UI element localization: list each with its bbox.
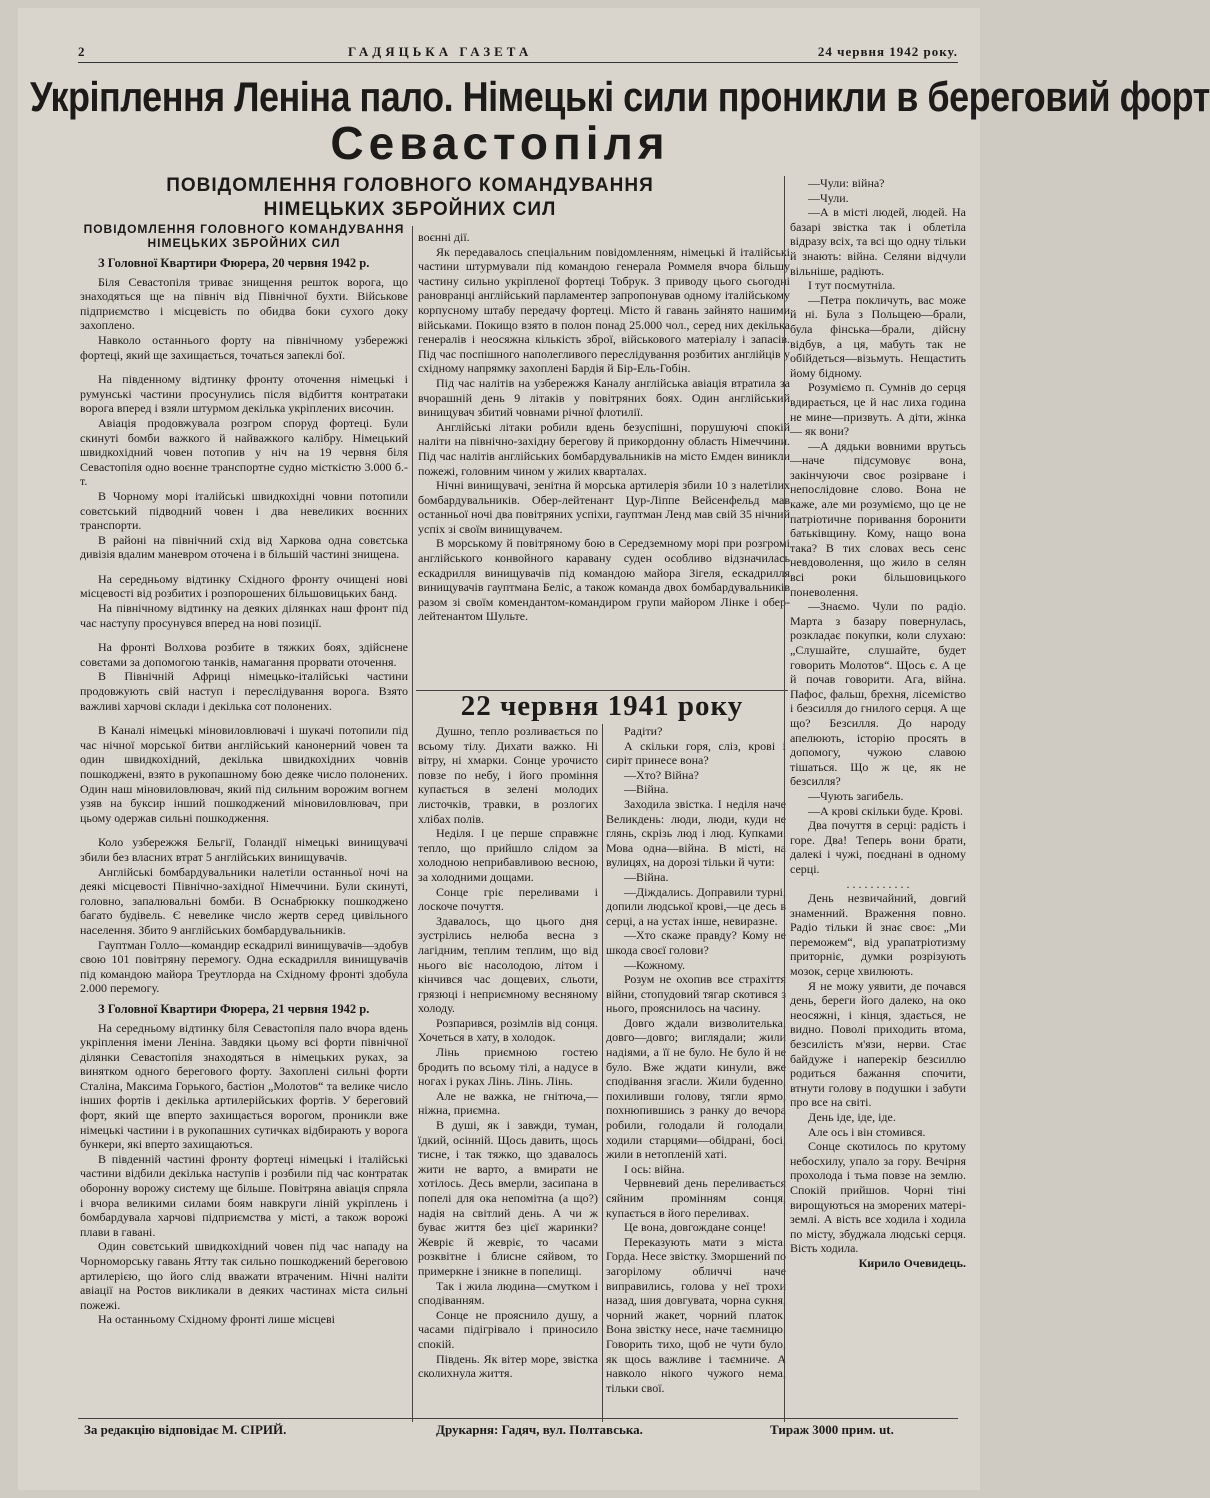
paragraph: Розпарився, розімлів від сонця. Хочеться в хату, в холодок. (418, 1015, 598, 1045)
paragraph: —Діждались. Доправили турні, допили людської крові,—це десь в серці, а на устах інше, невиразне. (606, 884, 786, 928)
paragraph: Я не можу уявити, де почався день, береги його далеко, на око неосяжні, і кінця, здається, не видно. Поволі приходить втома, безсилість м'язи, нерви. Стає байдуже і наперекір безсиллю родиться бажання спочити, втнути голову в подушки і забути про все на світі. (790, 978, 966, 1110)
paragraph: В Каналі німецькі міновиловлювачі і шукачі потопили під час нічної морської битви англійський канонерний човен та один швидкохідний, декілька швидкохідних човнів пошкоджені, взято в рукопашному бою деяке число полонених. Один наш міновиловлювач, який під сильним ворожим вогнем узяв на буксир інший пошкоджений міновиловлювач, при цьому одержав сильні пошкодження. (80, 723, 408, 825)
paragraph: В Чорному морі італійські швидкохідні човни потопили совєтський підводний човен і два невеликих воєнних транспорти. (80, 488, 408, 533)
column-2 (418, 230, 790, 690)
column-5 (790, 176, 966, 1424)
paragraph: Англійські літаки робили вдень безуспішні, порушуючі спокій наліти на північно-західну берегову й прикордонну область Німеччини. Під час налітів англійських бомбардувальників на місто Емден виникли пожежі, головним чином у жилих кварталах. (418, 419, 790, 478)
paragraph: В Північній Африці німецько-італійські частини продовжують свій наступ і переслідування ворога. Взято важливі харчові склади і декілька сот полонених. (80, 669, 408, 713)
paragraph: Це вона, довгождане сонце! (624, 1220, 767, 1235)
paragraph: Сонце скотилось по крутому небосхилу, упало за гору. Вечірня прохолода і тьма повзе на землю. Спокій прийшов. Чорні тіні вирощуються на зморених матері-землі. А вість все ходила і ходила по місту, збуджала людські серця. Вість ходила. (790, 1139, 966, 1256)
paragraph: Заходила звістка. І неділя наче Великдень: люди, люди, куди не глянь, скрізь люд і люд. Купками. Мова одна—війна. В місті, на вулицях, на дорозі тільки й чути: (606, 796, 786, 870)
paragraph: воєнні дії. (418, 230, 470, 244)
signature: Кирило Очевидець. (858, 1255, 966, 1270)
paragraph: І тут посмутніла. (808, 278, 896, 293)
paragraph: Гауптман Голло—командир ескадрилі винищувачів—здобув свою 101 повітряну перемогу. Одна ескадрилля винищувачів під командою майора Треутлорда на Східному фронті здобула 2.000 перемогу. (80, 937, 408, 996)
paragraph: Сонце не прояснило душу, а часами підігрівало і приносило спокій. (418, 1307, 598, 1351)
paragraph: На фронті Волхова розбите в тяжких боях, здійснене совєтами за допомогою танків, намагання прорвати оточення. (80, 640, 408, 669)
paragraph: —А дядьки вовними врутьсь—наче підсумовує вона, закінчуючи своє розірване і непослідовне слово. Вона не каже, але ми розуміємо, що це не патріотичне поривання боронити батьківщину. Кому, нащо вона така? В тих словах весь сенс невдоволення, що жило в селян всі роки більшовицького поневолення. (790, 438, 966, 599)
paragraph: Але не важка, не гнітюча,—ніжна, приємна. (418, 1088, 598, 1118)
paragraph: Душно, тепло розливається по всьому тілу. Дихати важко. Ні вітру, ні хмарки. Сонце урочисто повзе по небу, і його проміння купається в зелені молодих листочків, травки, в розлогих хлібах полів. (418, 724, 598, 826)
masthead-rule (78, 62, 958, 63)
editor-line: За редакцію відповідає М. СІРИЙ. (84, 1422, 287, 1437)
paragraph: На південному відтинку фронту оточення німецькі і румунські частини просунулись після відбиття контратаки ворога вперед і взяли штурмом декілька укріплених височин. (80, 372, 408, 416)
paragraph: —Хто? Війна? (624, 767, 699, 782)
column-1 (80, 222, 408, 1424)
paragraph: День іде, іде, іде. (808, 1110, 896, 1124)
column-divider (602, 724, 603, 1422)
paragraph: В морському й повітряному бою в Середземному морі при розгромі англійського конвойного каравану суден особливо відзначилась ескадрилля винищувачів під командою майора Зігеля, ескадрилля винищувачів гауптмана Беліс, а також команда двох бомбардувальників разом зі своїм комендантом-командиром групи майором Лінке і обер-лейтенантом Шульте. (418, 536, 790, 624)
paragraph: В душі, як і завжди, туман, їдкий, осінній. Щось давить, щось тисне, і так тяжко, що здавалось жити не варто, а вмирати не хотілось. Десь вмерли, засипана в попелі для ока непомітна (а що?) надія на світлий день. А чи ж буває життя без цієї жаринки? Жевріє й жевріє, то часами розквітне і блисне сяйвом, то примеркне і зникне в попелищі. (418, 1118, 598, 1278)
paragraph: В районі на північний схід від Харкова одна совєтська дивізія вдалим маневром оточена і в більшій частині знищена. (80, 532, 408, 562)
paragraph: В південній частині фронту фортеці німецькі і італійські частини відбили декілька наступів і розбили під час контратак оборонну ворожу систему ще більше. Повітряна авіація спряла і вчора великими силами боям навкруги ліній укріплень і бомбардувала харчові підприємства у місті, а також ворожі плави в гавані. (80, 1151, 408, 1239)
paragraph: Лінь приємною гостею бродить по всьому тілі, а надусе в ногах і руках Лінь. Лінь. Лінь. (418, 1045, 598, 1089)
paragraph: —Знаємо. Чули по радіо. Марта з базару повернулась, розкладає покупки, коли слухаю: „Слушайте, слушайте, будет говорить Молотов“. Щось є. А це й почав говорити. Ага, війна. Пафос, фальш, брехня, лісеміство і безсилля до гнилого серця. А ще що? Безсилля. До народу апелюють, історію просять в допомогу, чужою славою тішаться. Що ж це, як не безсилля? (790, 599, 966, 789)
paragraph: —Війна. (624, 782, 669, 797)
paragraph: Англійські бомбардувальники налетіли останньої ночі на деякі місцевості Північно-західної Німеччини. Були скинуті, головно, запалювальні бомби. В Оснабрюкку пошкоджено багато будівель. Є невелике число жертв серед цивільного населення. Збито 9 англійських бомбардувальників. (80, 864, 408, 937)
paragraph: —А в місті людей, людей. На базарі звістка так і облетіла відразу всіх, та всі що одну тільки й знають: війна. Селяни відчули вільніше, радіють. (790, 205, 966, 278)
dateline-2: З Головної Квартири Фюрера, 21 червня 1942 р. (98, 1001, 370, 1016)
paragraph: Нічні винищувачі, зенітна й морська артилерія збили 10 з налетілих бомбардувальників. Обер-лейтенант Цур-Ліппе Вейсенфельд мав останньої ночі два повітряних успіхи, гауптман Ленд мав свій 35 нічний успіх зі своїм винищувачем. (418, 478, 790, 536)
footer-rule (78, 1418, 958, 1419)
paragraph: —Петра покличуть, вас може й ні. Була з Польщею—брали, була фінська—брали, дійсну відбув, а ця, мабуть так не обійдеться—візьмуть. Нещастить йому бідному. (790, 292, 966, 380)
paragraph: Здавалось, що цього дня зустрілись нелюба весна з лагідним, теплим теплим, що від нього віє насолодою, літом і кінчився час дощевих, сльоти, грязюці і неприємному весняному холоду. (418, 913, 598, 1016)
paper-name: ГАДЯЦЬКА ГАЗЕТА (348, 44, 533, 59)
paragraph: Довго ждали визволителька, довго—довго; виглядали; жили надіями, а її не було. Не було й не було. Вже ждати кинули, вже сподівання згасли. Жили буденно, похиливши голову, тягли ярмо, похнюпившись з ранку до вечора робили, голодали й голодали, ходили старцями—обідрані, босі, жили в нетопленій хаті. (606, 1015, 786, 1162)
column-4 (606, 724, 786, 1424)
paragraph: На північному відтинку на деяких ділянках наш фронт під час наступу просунувся вперед на нові позиції. (80, 601, 408, 630)
paragraph: Розум не охопив все страхіття війни, стопудовий тягар скотився з нього, прояснилось на часину. (606, 972, 786, 1016)
paragraph: —Чують загибель. (808, 788, 904, 803)
paragraph: Сонце гріє переливами і лоскоче почуття. (418, 884, 598, 914)
paragraph: Авіація продовжувала розгром споруд фортеці. Були скинуті бомби важкого й найважкого калібру. Німецький швидкохідний човен потопив у ніч на 19 червня біля Севастопіля одно воєнне транспортне судно місткістю 3.000 б.-т. (80, 415, 408, 489)
paragraph: Неділя. І це перше справжнє тепло, що прийшло слідом за холодною неприбавливою весною, за холодними дощами. (418, 826, 598, 884)
paragraph: —Хто скаже правду? Кому не шкода своєї голови? (606, 928, 786, 957)
paragraph: На останньому Східному фронті лише місцеві (98, 1312, 335, 1327)
paragraph: Під час налітів на узбережжя Каналу англійська авіація втратила за вчорашній день 9 літаків у повітряних боях. Один англійський винищувач збитий човнами річної флотилії. (418, 375, 790, 420)
printer-line: Друкарня: Гадяч, вул. Полтавська. (436, 1422, 643, 1437)
circulation-code: ut. (879, 1422, 894, 1437)
headline-line2: Севастопіля (330, 117, 670, 169)
paragraph: —Війна. (624, 869, 669, 884)
page-number: 2 (78, 44, 86, 59)
paragraph: Розуміємо п. Сумнів до серця вдирається, це й нас лиха година не мине—призвуть. А діти, жінка — як вони? (790, 380, 966, 439)
paragraph: —Чули. (808, 190, 849, 205)
headline-line1: Укріплення Леніна пало. Німецькі сили проникли в береговий форт (30, 72, 1210, 120)
issue-date: 24 червня 1942 року. (817, 44, 958, 59)
paragraph: —Кожному. (624, 957, 685, 972)
paragraph: І ось: війна. (624, 1161, 685, 1176)
paragraph: Коло узбережжя Бельгії, Голандії німецькі винищувачі збили без власних втрат 5 англійських винищувачів. (80, 835, 408, 864)
section-title: ПОВІДОМЛЕННЯ ГОЛОВНОГО КОМАНДУВАННЯ НІМЕЦЬКИХ ЗБРОЙНИХ СИЛ (166, 175, 654, 220)
article-title: 22 червня 1941 року (460, 690, 744, 722)
paragraph: День незвичайний, довгий знаменний. Враження повно. Радіо тільки й знає своє: „Ми переможем“, від урапатріотизму приторніє, думки розрізують мозок, серце хвилюють. (790, 891, 966, 979)
paragraph: На середньому відтинку біля Севастопіля пало вчора вдень укріплення імени Леніна. Завдяки цьому всі форти північної ділянки Севастопіля знаходяться в німецьких руках, за винятком одного берегового форту. Захоплені сильні форти Сталіна, Максима Горького, бастіон „Молотов“ та велике число інших фортів і декілька артилерійських фортів. У береговий форт, який ще вперто захищається ворогом, проникли вже німецькі частини і в рукопашних сутичках відбирають у ворога бункери, які вперто захищаються. (80, 1020, 408, 1152)
paragraph: Навколо останнього форту на північному узбережжі фортеці, який ще захищається, точаться запеклі бої. (80, 332, 408, 362)
paragraph: —А крові скільки буде. Крові. (808, 803, 964, 818)
separator-dots: . . . . . . . . . . . (846, 876, 910, 891)
dateline-1: З Головної Квартири Фюрера, 20 червня 1942 р. (98, 256, 370, 270)
circulation-text: Тираж 3000 прим. (770, 1422, 876, 1437)
column-divider (784, 176, 785, 1422)
article-subtitle: ПОВІДОМЛЕННЯ ГОЛОВНОГО КОМАНДУВАННЯ НІМЕЦЬКИХ ЗБРОЙНИХ СИЛ (83, 222, 405, 250)
column-divider (412, 226, 413, 1422)
paragraph: Переказують мати з міста. Горда. Несе звістку. Зморшений по загорілому обличчі наче виправились, голова у неї трохи назад, шия довгувата, чорна сукня, чорний жакет, чорний платок. Вона звістку несе, наче таємницю. Говорить тихо, щоб не чути було, як щось важливе і таємниче. А навколо нікого чужого нема, тільки свої. (606, 1234, 786, 1395)
column-3 (418, 724, 598, 1424)
paragraph: Так і жила людина—смутком і сподіванням. (418, 1278, 598, 1308)
paragraph: А скільки горя, сліз, крові і сиріт принесе вона? (606, 738, 786, 768)
paragraph: Два почуття в серці: радість і горе. Два! Теперь вони брати, далекі і чужі, поєднані в одному серці. (790, 818, 966, 876)
paragraph: Червневий день переливається сяйним промінням сонця, купається в його переливах. (606, 1176, 786, 1220)
paragraph: Один совєтський швидкохідний човен під час нападу на Чорноморську гавань Ятту так сильно пошкоджений береговою артилерією, що його слід вважати втраченим. Нічні наліти авіації на Ростов викликали в деяких частинах міста сильні пожежі. (80, 1239, 408, 1312)
circulation-line (770, 1422, 894, 1438)
paragraph: Радіти? (624, 724, 663, 738)
paragraph: Біля Севастопіля триває знищення решток ворога, що знаходяться ще на північ від Північної бухти. Військове підприємство і місцевість по обидва боки сухого доку захоплено. (80, 274, 408, 333)
paragraph: На середньому відтинку Східного фронту очищені нові місцевості від розбитих і розпорошених більшовицьких банд. (80, 571, 408, 601)
paragraph: Південь. Як вітер море, звістка сколихнула життя. (418, 1351, 598, 1381)
paragraph: Як передавалось спеціальним повідомленням, німецькі й італійські частини штурмували під командою генерала Роммеля вчора більшу частину сильно укріпленої фортеці Тобрук. З приводу цього сьогодні рановранці англійський парламентер запропонував одному італійському корпусному штабу передачу фортеці. Місто й гавань зайнято нашими військами. Покищо взято в полон понад 25.000 чол., серед них декілька генералів і неосяжна кількість зброї, військового матеріалу і запасів. Під час поспішного наполегливого переслідування розбитих англійців у східному напрямку захоплені Бардія й Бір-Ель-Гобін. (418, 244, 790, 376)
paragraph: —Чули: війна? (808, 176, 885, 190)
paragraph: Але ось і він стомився. (808, 1124, 926, 1139)
